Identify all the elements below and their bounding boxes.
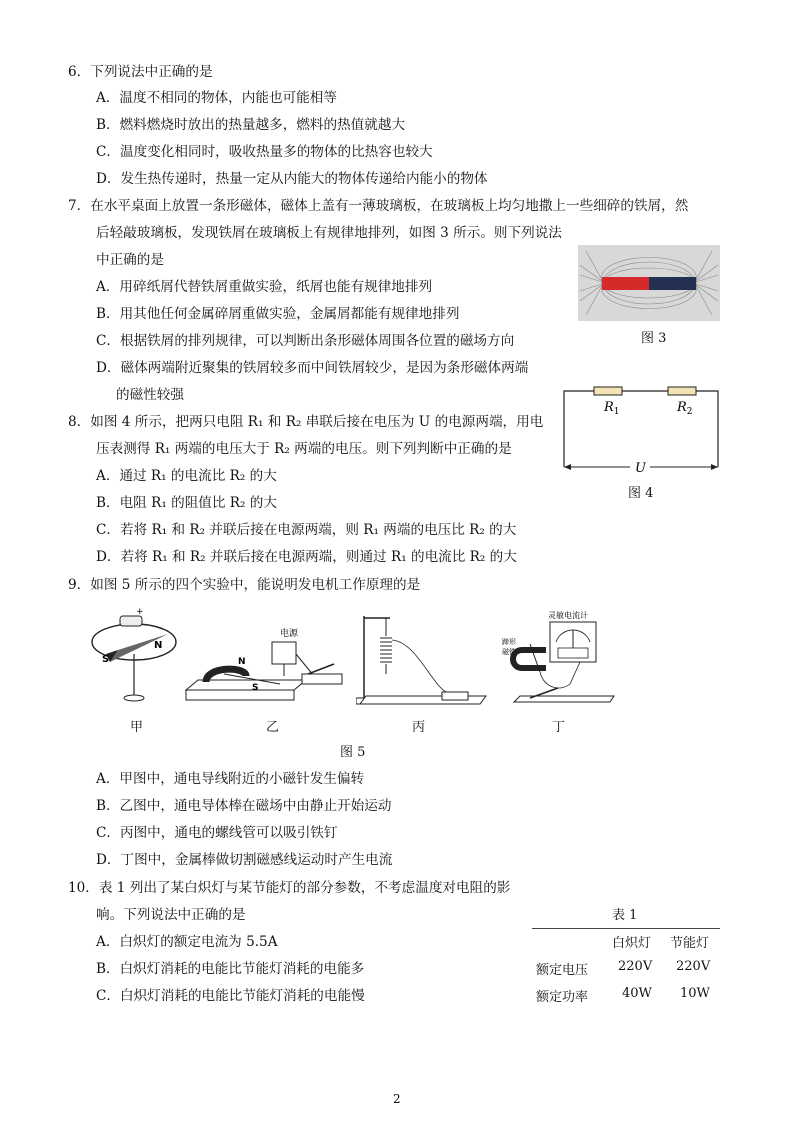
page-number: 2 bbox=[393, 1092, 401, 1106]
figure-3-caption: 图 3 bbox=[641, 331, 667, 346]
yi-n-label: N bbox=[238, 657, 246, 667]
q9-option-d: D．丁图中，金属棒做切割磁感线运动时产生电流 bbox=[96, 852, 393, 868]
figure-5-ding-generator bbox=[500, 608, 616, 710]
table-1-row-voltage-incandescent: 220V bbox=[618, 959, 653, 974]
q7-stem-line2: 后轻敲玻璃板，发现铁屑在玻璃板上有规律地排列，如图 3 所示。则下列说法 bbox=[96, 225, 562, 241]
figure-5-jia-compass bbox=[88, 604, 184, 708]
table-1-row-power-incandescent: 40W bbox=[622, 986, 652, 1001]
ding-magnet-label-2: 磁铁 bbox=[502, 648, 516, 656]
q8-option-d: D．若将 R₁ 和 R₂ 并联后接在电源两端，则通过 R₁ 的电流比 R₂ 的大 bbox=[96, 549, 517, 565]
q9-option-b: B．乙图中，通电导体棒在磁场中由静止开始运动 bbox=[96, 798, 392, 814]
q9-option-a: A．甲图中，通电导线附近的小磁针发生偏转 bbox=[96, 771, 365, 787]
table-1-col-energy-saving: 节能灯 bbox=[670, 936, 710, 951]
q6-stem: 6．下列说法中正确的是 bbox=[68, 64, 213, 80]
svg-text:R2 bbox=[676, 400, 693, 417]
q8-option-c: C．若将 R₁ 和 R₂ 并联后接在电源两端，则 R₁ 两端的电压比 R₂ 的大 bbox=[96, 522, 517, 538]
table-1-row-voltage-label: 额定电压 bbox=[536, 963, 589, 978]
table-1-row-power-label: 额定功率 bbox=[536, 990, 589, 1005]
q10-option-a: A．白炽灯的额定电流为 5.5A bbox=[96, 934, 278, 950]
voltage-label-u: U bbox=[635, 461, 646, 475]
q6-option-a: A．温度不相同的物体，内能也可能相等 bbox=[96, 90, 337, 106]
table-1-row-voltage-energy-saving: 220V bbox=[676, 959, 711, 974]
q9-option-c: C．丙图中，通电的螺线管可以吸引铁钉 bbox=[96, 825, 338, 841]
figure-5-caption: 图 5 bbox=[340, 745, 366, 760]
q7-option-b: B．用其他任何金属碎屑重做实验，金属屑都能有规律地排列 bbox=[96, 306, 460, 322]
figure-5-bing-electromagnet bbox=[356, 612, 488, 710]
r2-label: R bbox=[677, 400, 687, 415]
resistor-r2 bbox=[668, 387, 696, 395]
figure-5-label-bing: 丙 bbox=[412, 720, 426, 735]
figure-5-label-yi: 乙 bbox=[266, 720, 280, 735]
q9-stem: 9．如图 5 所示的四个实验中，能说明发电机工作原理的是 bbox=[68, 577, 421, 593]
figure-5-yi-motor bbox=[184, 622, 348, 710]
resistor-r1 bbox=[594, 387, 622, 395]
q6-option-c: C．温度变化相同时，吸收热量多的物体的比热容也较大 bbox=[96, 144, 433, 160]
q8-option-b: B．电阻 R₁ 的阻值比 R₂ 的大 bbox=[96, 495, 277, 511]
table-1-title: 表 1 bbox=[612, 908, 638, 923]
ding-galvo-label: 灵敏电流计 bbox=[548, 611, 588, 620]
q7-option-a: A．用碎纸屑代替铁屑重做实验，纸屑也能有规律地排列 bbox=[96, 279, 433, 295]
svg-text:R1 bbox=[603, 400, 620, 417]
figure-4-caption: 图 4 bbox=[628, 486, 654, 501]
q8-stem-line1: 8．如图 4 所示，把两只电阻 R₁ 和 R₂ 串联后接在电压为 U 的电源两端，用电 bbox=[68, 414, 544, 430]
q8-stem-line2: 压表测得 R₁ 两端的电压大于 R₂ 两端的电压。则下列判断中正确的是 bbox=[96, 441, 512, 457]
q10-stem-line1: 10．表 1 列出了某白炽灯与某节能灯的部分参数，不考虑温度对电阻的影 bbox=[68, 880, 511, 896]
yi-s-label: S bbox=[252, 683, 259, 693]
table-1-top-rule bbox=[532, 928, 720, 929]
q8-option-a: A．通过 R₁ 的电流比 R₂ 的大 bbox=[96, 468, 277, 484]
table-1-col-incandescent: 白炽灯 bbox=[612, 936, 652, 951]
table-1-row-power-energy-saving: 10W bbox=[680, 986, 710, 1001]
r2-subscript: 2 bbox=[686, 407, 693, 417]
figure-4-circuit bbox=[560, 383, 722, 475]
q7-option-c: C．根据铁屑的排列规律，可以判断出条形磁体周围各位置的磁场方向 bbox=[96, 333, 515, 349]
q7-stem-line3: 中正确的是 bbox=[96, 252, 164, 268]
yi-power-label: 电源 bbox=[280, 629, 299, 639]
ding-magnet-label-1: 蹄形 bbox=[502, 638, 516, 646]
svg-text:+: + bbox=[136, 607, 144, 617]
r1-subscript: 1 bbox=[613, 407, 620, 417]
jia-s-label: S bbox=[102, 654, 110, 665]
q7-option-d-line1: D．磁体两端附近聚集的铁屑较多而中间铁屑较少，是因为条形磁体两端 bbox=[96, 360, 529, 376]
q6-option-d: D．发生热传递时，热量一定从内能大的物体传递给内能小的物体 bbox=[96, 171, 488, 187]
q7-stem-line1: 7．在水平桌面上放置一条形磁体，磁体上盖有一薄玻璃板，在玻璃板上均匀地撒上一些细碎的铁屑，然 bbox=[68, 198, 689, 214]
q6-option-b: B．燃料燃烧时放出的热量越多，燃料的热值就越大 bbox=[96, 117, 406, 133]
figure-5-label-ding: 丁 bbox=[552, 720, 566, 735]
figure-5-label-jia: 甲 bbox=[130, 720, 144, 735]
q10-option-b: B．白炽灯消耗的电能比节能灯消耗的电能多 bbox=[96, 961, 365, 977]
q7-option-d-line2: 的磁性较强 bbox=[116, 387, 184, 403]
q10-stem-line2: 响。下列说法中正确的是 bbox=[96, 907, 246, 923]
q10-option-c: C．白炽灯消耗的电能比节能灯消耗的电能慢 bbox=[96, 988, 365, 1004]
figure-3-magnet-filings bbox=[578, 245, 720, 321]
jia-n-label: N bbox=[154, 640, 163, 651]
r1-label: R bbox=[604, 400, 614, 415]
